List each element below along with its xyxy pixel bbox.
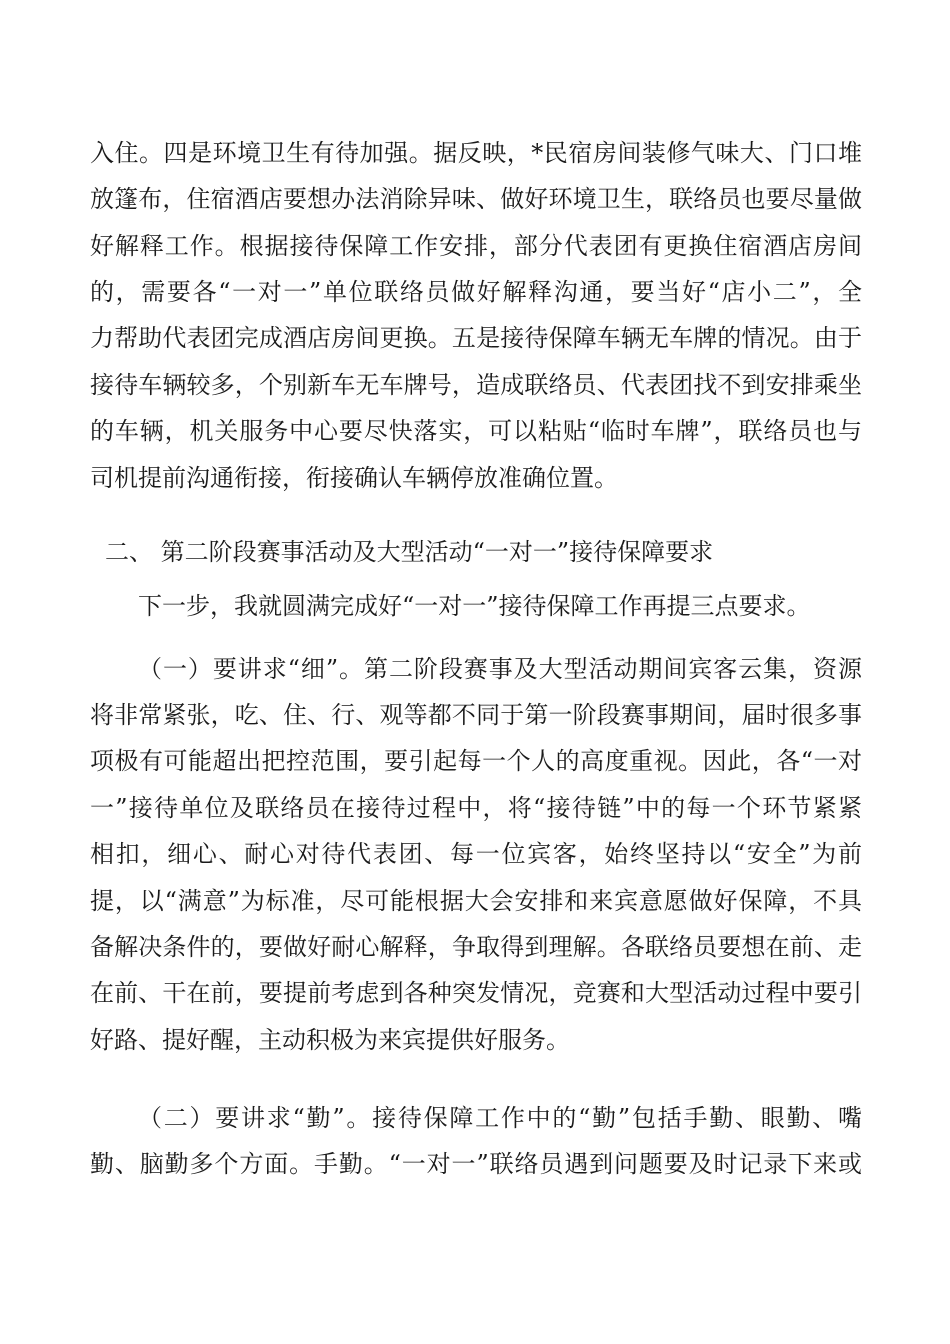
subsection-heading-line: （二）要讲求“勤”。接待保障工作中的“勤”包括手勤、眼勤、嘴 xyxy=(138,1104,862,1132)
paragraph-line: 将非常紧张，吃、住、行、观等都不同于第一阶段赛事期间，届时很多事 xyxy=(90,701,862,729)
subsection-heading-line: （一）要讲求“细”。第二阶段赛事及大型活动期间宾客云集，资源 xyxy=(138,655,862,683)
paragraph-line: 项极有可能超出把控范围，要引起每一个人的高度重视。因此，各“一对 xyxy=(90,747,862,775)
paragraph-line: 勤、脑勤多个方面。手勤。“一对一”联络员遇到问题要及时记录下来或 xyxy=(90,1150,862,1178)
paragraph-line: 司机提前沟通衔接，衔接确认车辆停放准确位置。 xyxy=(90,464,618,492)
paragraph-line: 的车辆，机关服务中心要尽快落实，可以粘贴“临时车牌”，联络员也与 xyxy=(90,417,862,445)
paragraph-line: 一”接待单位及联络员在接待过程中，将“接待链”中的每一个环节紧紧 xyxy=(90,794,862,822)
paragraph-line: 好路、提好醒，主动积极为来宾提供好服务。 xyxy=(90,1026,570,1054)
paragraph-line: 下一步，我就圆满完成好“一对一”接待保障工作再提三点要求。 xyxy=(138,592,811,620)
paragraph-line: 放篷布，住宿酒店要想办法消除异味、做好环境卫生，联络员也要尽量做 xyxy=(90,185,862,213)
paragraph-line: 相扣，细心、耐心对待代表团、每一位宾客，始终坚持以“安全”为前 xyxy=(90,840,862,868)
paragraph-line: 在前、干在前，要提前考虑到各种突发情况，竞赛和大型活动过程中要引 xyxy=(90,979,862,1007)
paragraph-line: 提，以“满意”为标准，尽可能根据大会安排和来宾意愿做好保障，不具 xyxy=(90,887,862,915)
paragraph-line: 入住。四是环境卫生有待加强。据反映，*民宿房间装修气味大、门口堆 xyxy=(90,139,862,167)
paragraph-line: 力帮助代表团完成酒店房间更换。五是接待保障车辆无车牌的情况。由于 xyxy=(90,324,862,352)
paragraph-line: 接待车辆较多，个别新车无车牌号，造成联络员、代表团找不到安排乘坐 xyxy=(90,371,862,399)
paragraph-line: 好解释工作。根据接待保障工作安排，部分代表团有更换住宿酒店房间 xyxy=(90,232,862,260)
paragraph-line: 备解决条件的，要做好耐心解释，争取得到理解。各联络员要想在前、走 xyxy=(90,933,862,961)
section-heading: 二、 第二阶段赛事活动及大型活动“一对一”接待保障要求 xyxy=(105,538,714,566)
paragraph-line: 的，需要各“一对一”单位联络员做好解释沟通，要当好“店小二”，全 xyxy=(90,278,862,306)
